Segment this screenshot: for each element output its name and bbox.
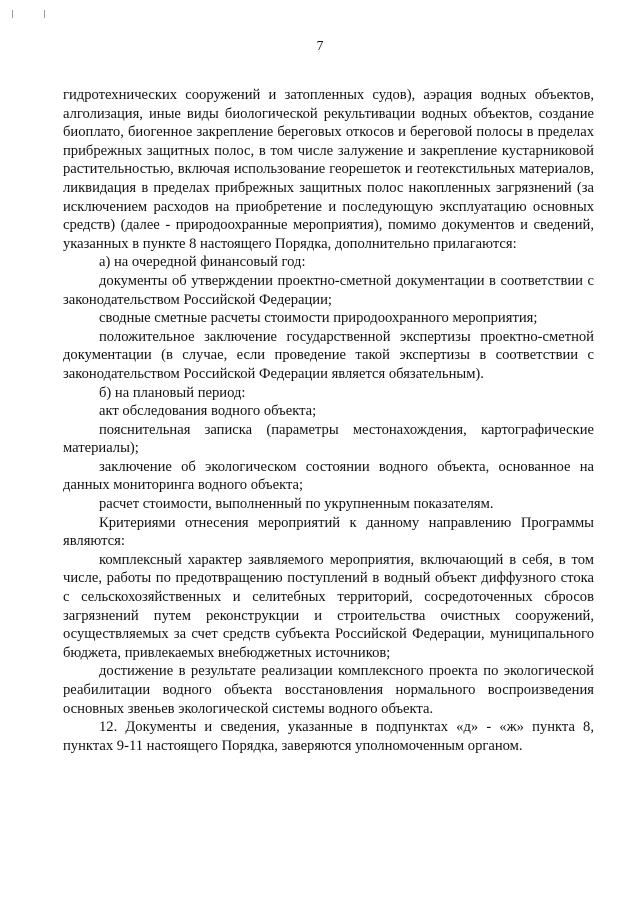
paragraph-planning-period-heading: б) на плановый период: — [99, 384, 246, 401]
paragraph-complex-nature: комплексный характер заявляемого мероприятия, включающий в себя, в том числе, работы по предотвращению поступлений в водный объект диффузного стока с сельскохозяйственных и селитебных территорий, сосредоточенных сбросов загрязнений путем реконструкции и строительства очистных сооружений, осуществляемых за счет средств субъекта Российской Федерации, муниципального бюджета, привлекаемых внебюджетных источников; — [63, 551, 594, 661]
scan-mark — [12, 10, 13, 18]
paragraph-financial-year-heading: а) на очередной финансовый год: — [99, 254, 306, 271]
paragraph-cost-calculation: расчет стоимости, выполненный по укрупненным показателям. — [99, 496, 494, 513]
paragraph-design-approval-docs: документы об утверждении проектно-сметной документации в соответствии с законодательством Российской Федерации; — [63, 272, 594, 308]
page-number: 7 — [316, 38, 324, 53]
paragraph-item-12: 12. Документы и сведения, указанные в подпунктах «д» - «ж» пункта 8, пунктах 9-11 настоящего Порядка, заверяются уполномоченным органом. — [63, 719, 594, 754]
scan-mark — [44, 10, 45, 18]
paragraph-criteria-heading: Критериями отнесения мероприятий к данному направлению Программы являются: — [63, 514, 594, 550]
document-body — [63, 86, 594, 755]
paragraph-cost-estimates: сводные сметные расчеты стоимости природоохранного мероприятия; — [99, 310, 538, 327]
paragraph-explanatory-note: пояснительная записка (параметры местонахождения, картографические материалы); — [63, 421, 594, 457]
paragraph-achievement: достижение в результате реализации комплексного проекта по экологической реабилитации водного объекта восстановления нормального воспроизведения основных звеньев экологической системы водного объекта. — [63, 663, 594, 717]
paragraph-ecological-conclusion: заключение об экологическом состоянии водного объекта, основанное на данных мониторинга водного объекта; — [63, 458, 594, 494]
paragraph-inspection-act: акт обследования водного объекта; — [99, 403, 317, 420]
paragraph-intro-continuation: гидротехнических сооружений и затопленных судов), аэрация водных объектов, алголизация, иные виды биологической рекультивации водных объектов, создание биоплато, биогенное закрепление береговых откосов и береговой полосы в пределах прибрежных защитных полос, в том числе залужение и закрепление кустарниковой растительностью, включая использование георешеток и геотекстильных материалов, ликвидация в пределах прибрежных защитных полос накопленных загрязнений (за исключением расходов на приобретение и последующую эксплуатацию основных средств) (далее - природоохранные мероприятия), помимо документов и сведений, указанных в пункте 8 настоящего Порядка, дополнительно прилагаются: — [63, 87, 594, 252]
paragraph-state-expertise: положительное заключение государственной экспертизы проектно-сметной документации (в случае, если проведение такой экспертизы в соответствии с законодательством Российской Федерации является обязательным). — [63, 328, 594, 382]
